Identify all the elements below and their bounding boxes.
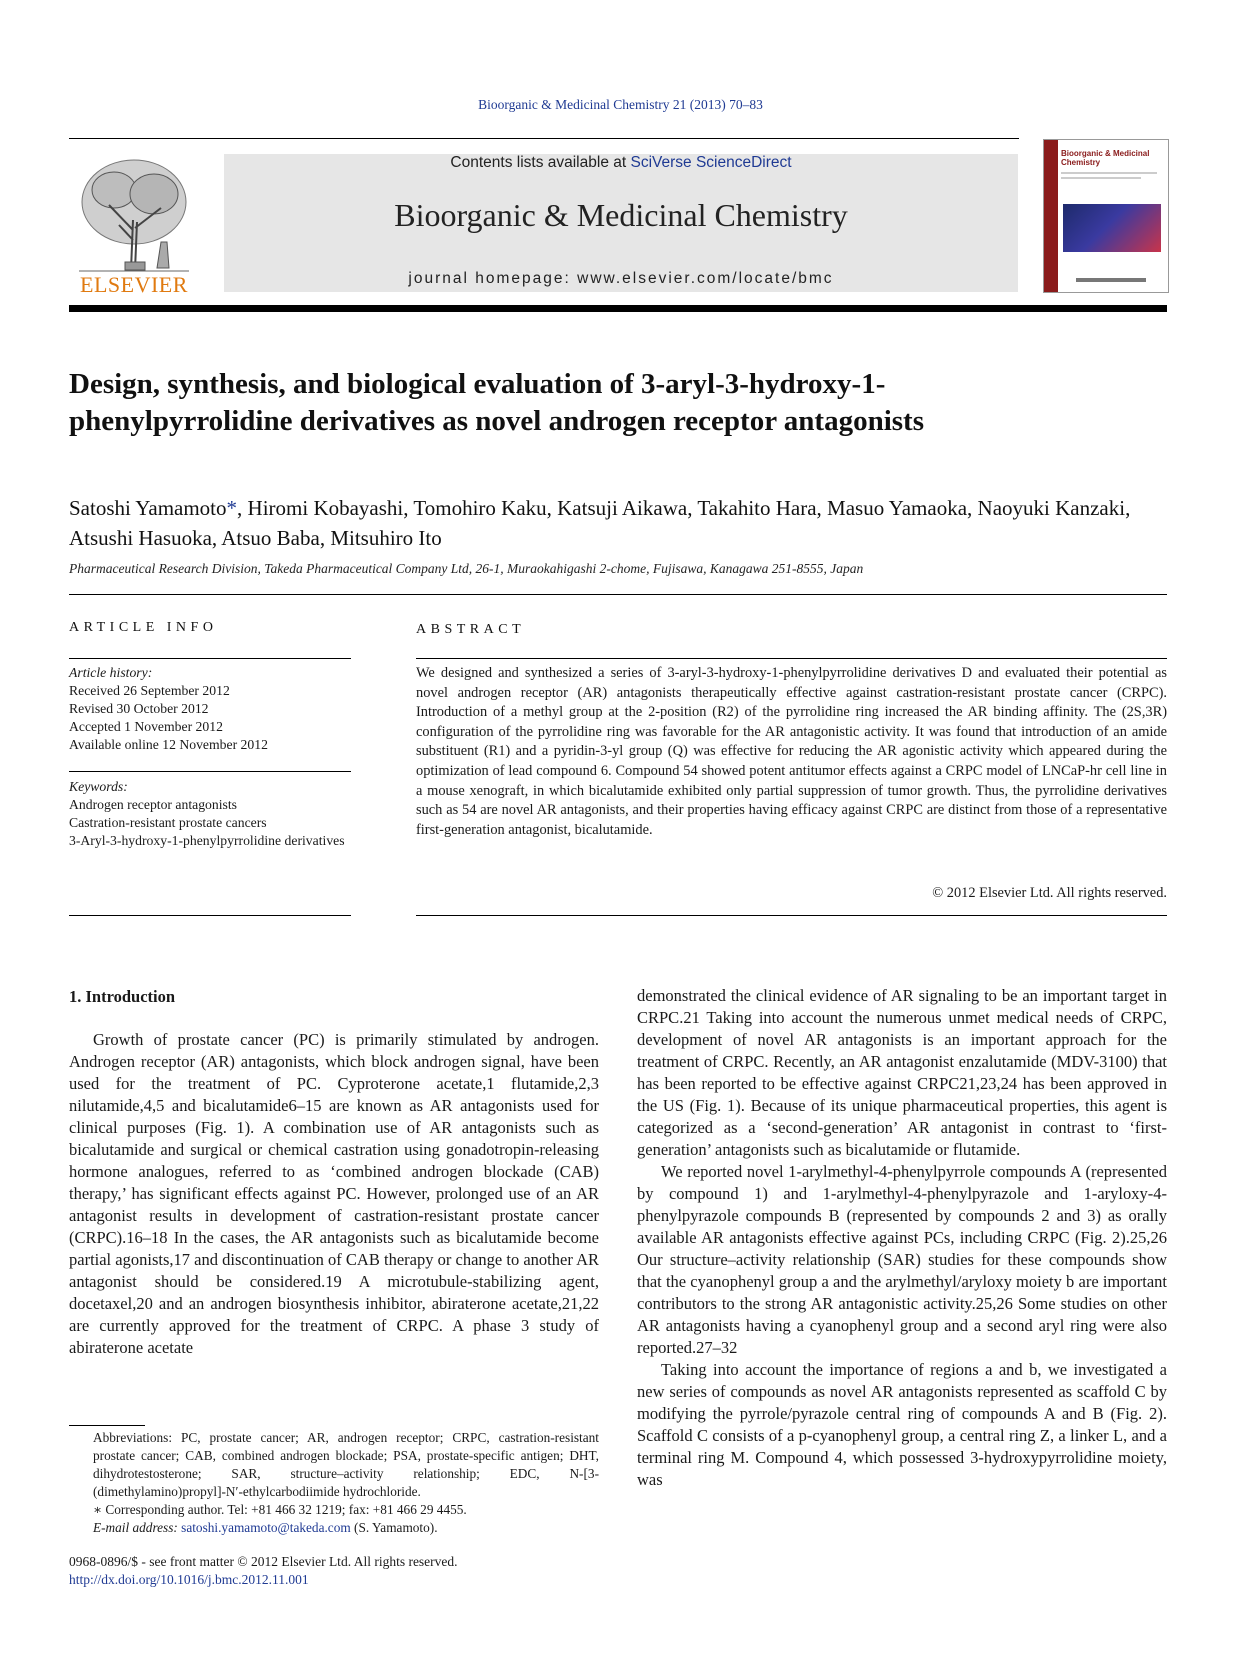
- journal-cover-thumbnail: [1043, 139, 1169, 293]
- affiliation: Pharmaceutical Research Division, Takeda Pharmaceutical Company Ltd, 26-1, Muraokahigashi 2-chome, Fujisawa, Kanagawa 251-8555, Japan: [69, 561, 864, 576]
- corresponding-author-mark[interactable]: *: [226, 496, 238, 520]
- journal-citation: Bioorganic & Medicinal Chemistry 21 (2013) 70–83: [478, 97, 763, 112]
- email-link[interactable]: satoshi.yamamoto@takeda.com: [181, 1520, 351, 1535]
- footnote-rule: [69, 1425, 145, 1426]
- cover-footer: [1076, 278, 1146, 282]
- keyword-item: Castration-resistant prostate cancers: [69, 815, 267, 830]
- history-label: Article history:: [69, 665, 153, 680]
- journal-homepage[interactable]: journal homepage: www.elsevier.com/locate/bmc: [408, 270, 834, 287]
- header-thick-rule: [69, 305, 1167, 312]
- elsevier-wordmark: ELSEVIER: [80, 272, 188, 297]
- article-info-heading: ARTICLE INFO: [69, 620, 218, 635]
- abstract-rule: [416, 658, 1167, 659]
- email-footnote: E-mail address: satoshi.yamamoto@takeda.com (S. Yamamoto).: [93, 1520, 438, 1535]
- title-rule: [69, 594, 1167, 595]
- corresponding-author-footnote: ∗ Corresponding author. Tel: +81 466 32 1219; fax: +81 466 29 4455.: [93, 1502, 467, 1517]
- sciencedirect-link[interactable]: SciVerse ScienceDirect: [630, 154, 792, 171]
- keywords-label: Keywords:: [69, 779, 128, 794]
- article-title: Design, synthesis, and biological evaluation of 3-aryl-3-hydroxy-1-phenylpyrrolidine derivatives as novel androgen receptor antagonists: [69, 368, 925, 437]
- history-online: Available online 12 November 2012: [69, 737, 268, 752]
- body-left-column: [69, 1029, 599, 1359]
- history-revised: Revised 30 October 2012: [69, 701, 209, 716]
- history-received: Received 26 September 2012: [69, 683, 230, 698]
- abstract-text: We designed and synthesized a series of 3-aryl-3-hydroxy-1-phenylpyrrolidine derivatives D and evaluated their potential as novel androgen receptor (AR) antagonists therapeutically effective against castration-resistant prostate cancer (CRPC). Introduction of a methyl group at the 2-position (R2) of the pyrrolidine ring increased the AR binding affinity. The (2S,3R) configuration of the pyrrolidine ring was favorable for the AR antagonistic activity. It was found that introduction of an amide substituent (R1) and a pyridin-3-yl group (Q) was effective for reducing the AR agonistic activity which appeared during the optimization of lead compound 6. Compound 54 showed potent antitumor effects against a CRPC model of LNCaP-hr cell line in a mouse xenograft, in which bicalutamide exhibited only partial suppression of tumor growth. Thus, the pyrrolidine derivatives such as 54 are novel AR antagonists, and their properties having efficacy against CRPC are distinct from those of a representative first-generation antagonist, bicalutamide.: [416, 665, 1167, 838]
- author-list: Satoshi Yamamoto*, Hiromi Kobayashi, Tomohiro Kaku, Katsuji Aikawa, Takahito Hara, Masuo Yamaoka, Naoyuki Kanzaki, Atsushi Hasuoka, Atsuo Baba, Mitsuhiro Ito: [69, 496, 1131, 550]
- body-right-column: [637, 985, 1167, 1491]
- doi-link[interactable]: http://dx.doi.org/10.1016/j.bmc.2012.11.001: [69, 1572, 309, 1587]
- issn-doi-block: [69, 1553, 599, 1589]
- header-rule: [69, 138, 1019, 139]
- keyword-item: 3-Aryl-3-hydroxy-1-phenylpyrrolidine derivatives: [69, 833, 345, 848]
- cover-spine: [1044, 140, 1058, 292]
- cover-subtitle-lines: [1061, 170, 1161, 184]
- abstract-heading: ABSTRACT: [416, 622, 526, 637]
- abstract-bottom-rule: [416, 915, 1167, 916]
- history-accepted: Accepted 1 November 2012: [69, 719, 223, 734]
- abstract-copyright: © 2012 Elsevier Ltd. All rights reserved.: [932, 885, 1167, 901]
- section-heading-introduction: 1. Introduction: [69, 987, 176, 1006]
- keywords-rule: [69, 771, 351, 772]
- paragraph: Taking into account the importance of regions a and b, we investigated a new series of compounds as novel AR antagonists represented as scaffold C by modifying the pyrrole/pyrazole central ring of compounds A and B (Fig. 2). Scaffold C consists of a p-cyanophenyl group, a central ring Z, a linker L, and a terminal ring M. Compound 4, which possessed 3-hydroxypyrrolidine moiety, was: [637, 1360, 1167, 1489]
- journal-name: Bioorganic & Medicinal Chemistry: [394, 197, 848, 233]
- keywords: [69, 778, 351, 850]
- paragraph: demonstrated the clinical evidence of AR signaling to be an important target in CRPC.21 Taking into account the numerous unmet medical needs of CRPC, development of novel AR antagonists is an important approach for the treatment of CRPC. Recently, an AR antagonist enzalutamide (MDV-3100) that has been reported to be effective against CRPC21,23,24 has been approved in the US (Fig. 1). Because of its unique pharmaceutical properties, this agent is categorized as a ‘second-generation’ AR antagonist in contrast to ‘first-generation’ antagonists such as bicalutamide or flutamide.: [637, 986, 1167, 1159]
- footnotes: [69, 1429, 599, 1537]
- cover-title: Bioorganic & Medicinal Chemistry: [1061, 149, 1150, 167]
- cover-image: [1063, 204, 1161, 252]
- paragraph: We reported novel 1-arylmethyl-4-phenylpyrrole compounds A (represented by compound 1) and 1-arylmethyl-4-phenylpyrazole and 1-aryloxy-4-phenylpyrazole compounds B (represented by compounds 2 and 3) as orally available AR antagonists effective against PCs, including CRPC (Fig. 2).25,26 Our structure–activity relationship (SAR) studies for these compounds show that the cyanophenyl group a and the arylmethyl/aryloxy moiety b are important contributors to the strong AR antagonistic activity.25,26 Some studies on other AR antagonists having a cyanophenyl group and a second aryl ring were also reported.27–32: [637, 1162, 1167, 1357]
- keyword-item: Androgen receptor antagonists: [69, 797, 237, 812]
- issn-line: 0968-0896/$ - see front matter © 2012 Elsevier Ltd. All rights reserved.: [69, 1554, 458, 1569]
- abbreviations-footnote: Abbreviations: PC, prostate cancer; AR, androgen receptor; CRPC, castration-resistant prostate cancer; CAB, combined androgen blockade; PSA, prostate-specific antigen; DHT, dihydrotestosterone; SAR, structure–activity relationship; EDC, N-[3-(dimethylamino)propyl]-N′-ethylcarbodiimide hydrochloride.: [93, 1430, 599, 1499]
- article-info-bottom-rule: [69, 915, 351, 916]
- contents-line: Contents lists available at SciVerse ScienceDirect: [450, 154, 792, 171]
- article-history: [69, 664, 351, 754]
- article-info-rule: [69, 658, 351, 659]
- paragraph: Growth of prostate cancer (PC) is primarily stimulated by androgen. Androgen receptor (AR) antagonists, which block androgen signal, have been used for the treatment of PC. Cyproterone acetate,1 flutamide,2,3 nilutamide,4,5 and bicalutamide6–15 are known as AR antagonists used for clinical purposes (Fig. 1). A combination use of AR antagonists such as bicalutamide and surgical or chemical castration using gonadotropin-releasing hormone analogues, referred to as ‘combined androgen blockade (CAB) therapy,’ has significant effects against PC. However, prolonged use of an AR antagonist results in development of castration-resistant prostate cancer (CRPC).16–18 In the cases, the AR antagonists such as bicalutamide become partial agonists,17 and discontinuation of CAB therapy or change to another AR antagonist should be considered.19 A microtubule-stabilizing agent, docetaxel,20 and an androgen biosynthesis inhibitor, abiraterone acetate,21,22 are currently approved for the treatment of CRPC. A phase 3 study of abiraterone acetate: [69, 1030, 599, 1357]
